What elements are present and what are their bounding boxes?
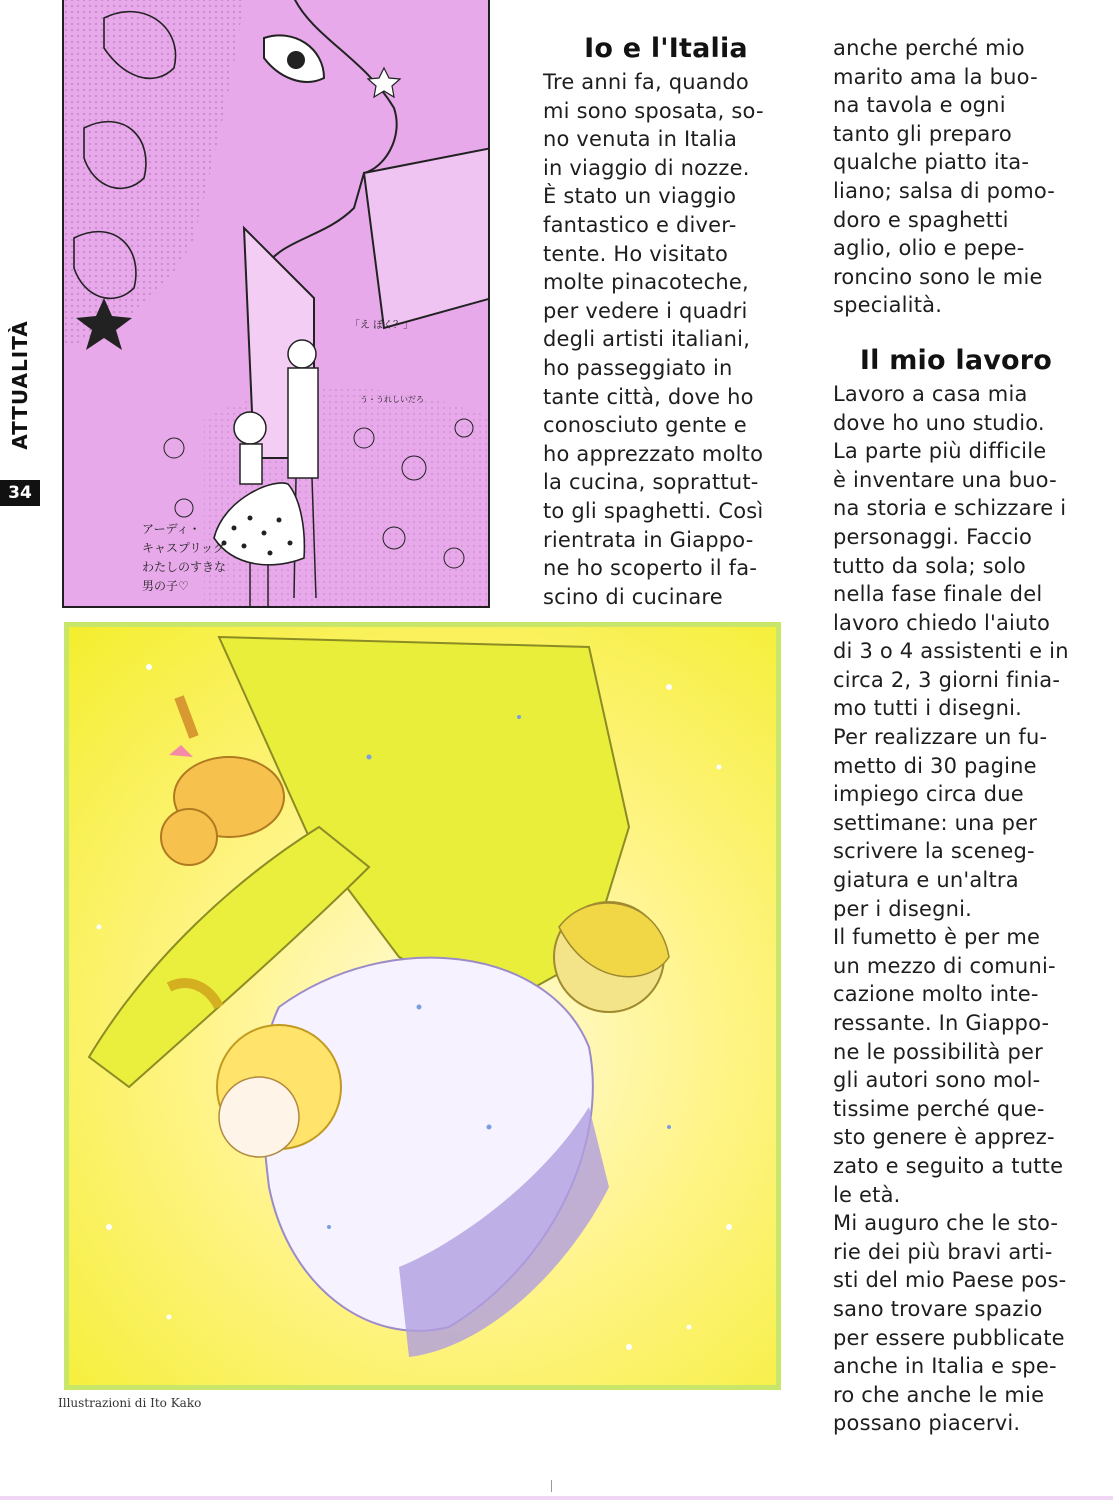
eye-pupil <box>287 51 305 69</box>
article-column-1 <box>543 30 789 611</box>
cat-head <box>161 809 217 865</box>
heading-work: Il mio lavoro <box>859 344 1053 376</box>
boy-figure <box>288 368 318 478</box>
work-paragraph-2: Per realizzare un fu- metto di 30 pagine impiego circa due settimane: una per scrivere la sceneg- giatura e un'altra per i disegni. <box>833 725 1048 921</box>
article-column-2 <box>833 34 1079 1438</box>
page-bottom-strip <box>0 1496 1113 1500</box>
manga-caption: アーディ・ キャスプリッグ わたしのすきな 男の子♡ <box>142 522 227 593</box>
manga-artwork <box>64 0 490 608</box>
work-paragraph-1: Lavoro a casa mia dove ho uno studio. La parte più difficile è inventare una buo- na storia e schizzare i personaggi. Faccio tutto da sola; solo nella fase finale del lavoro chiedo l'aiuto di 3 o 4 assistenti e in circa 2, 3 giorni finia- mo tutti i disegni. <box>833 381 1069 721</box>
work-paragraph-3: Il fumetto è per me un mezzo di comuni- cazione molto inte- ressante. In Giappo- ne le possibilità per gli autori sono mol- tissime perché que- sto genere è apprez- zato e seguito a tutte le età. <box>833 925 1064 1207</box>
heading-italy: Io e l'Italia <box>584 33 748 64</box>
girl-face <box>219 1077 299 1157</box>
manga-illustration <box>62 0 490 608</box>
color-illustration <box>64 622 781 1390</box>
jacket-shape <box>364 148 490 328</box>
italy-paragraph-part2: anche perché mio marito ama la buo- na tavola e ogni tanto gli preparo qualche piatto ita- liano; salsa di pomo- doro e spaghetti aglio, olio e pepe- roncino sono le mie specialità. <box>833 36 1056 318</box>
speech-bubble-2: う・うれしいだろ <box>360 395 424 404</box>
illustration-credit: Illustrazioni di Ito Kako <box>58 1396 202 1410</box>
screentone-hair <box>64 0 244 348</box>
section-label: ATTUALITÀ <box>8 320 32 450</box>
fold-mark <box>551 1480 552 1492</box>
color-artwork <box>69 627 776 1385</box>
speech-bubble-1: 「え ぼく？」 <box>350 320 414 331</box>
work-paragraph-4: Mi auguro che le sto- rie dei più bravi arti- sti del mio Paese pos- sano trovare spazio per essere pubblicate anche in Italia e spe- ro che anche le mie possano piacervi. <box>833 1211 1067 1436</box>
italy-paragraph-part1: Tre anni fa, quando mi sono sposata, so- no venuta in Italia in viaggio di nozze. È stato un viaggio fantastico e diver- tente. Ho visitato molte pinacoteche, per vedere i quadri degli artisti italiani, ho passeggiato in tante città, dove ho conosciuto gente e ho apprezzato molto la cucina, soprattut- to gli spaghetti. Così rientrata in Giappo- ne ho scoperto il fa- scino di cucinare <box>543 70 764 609</box>
page-number: 34 <box>0 480 40 506</box>
